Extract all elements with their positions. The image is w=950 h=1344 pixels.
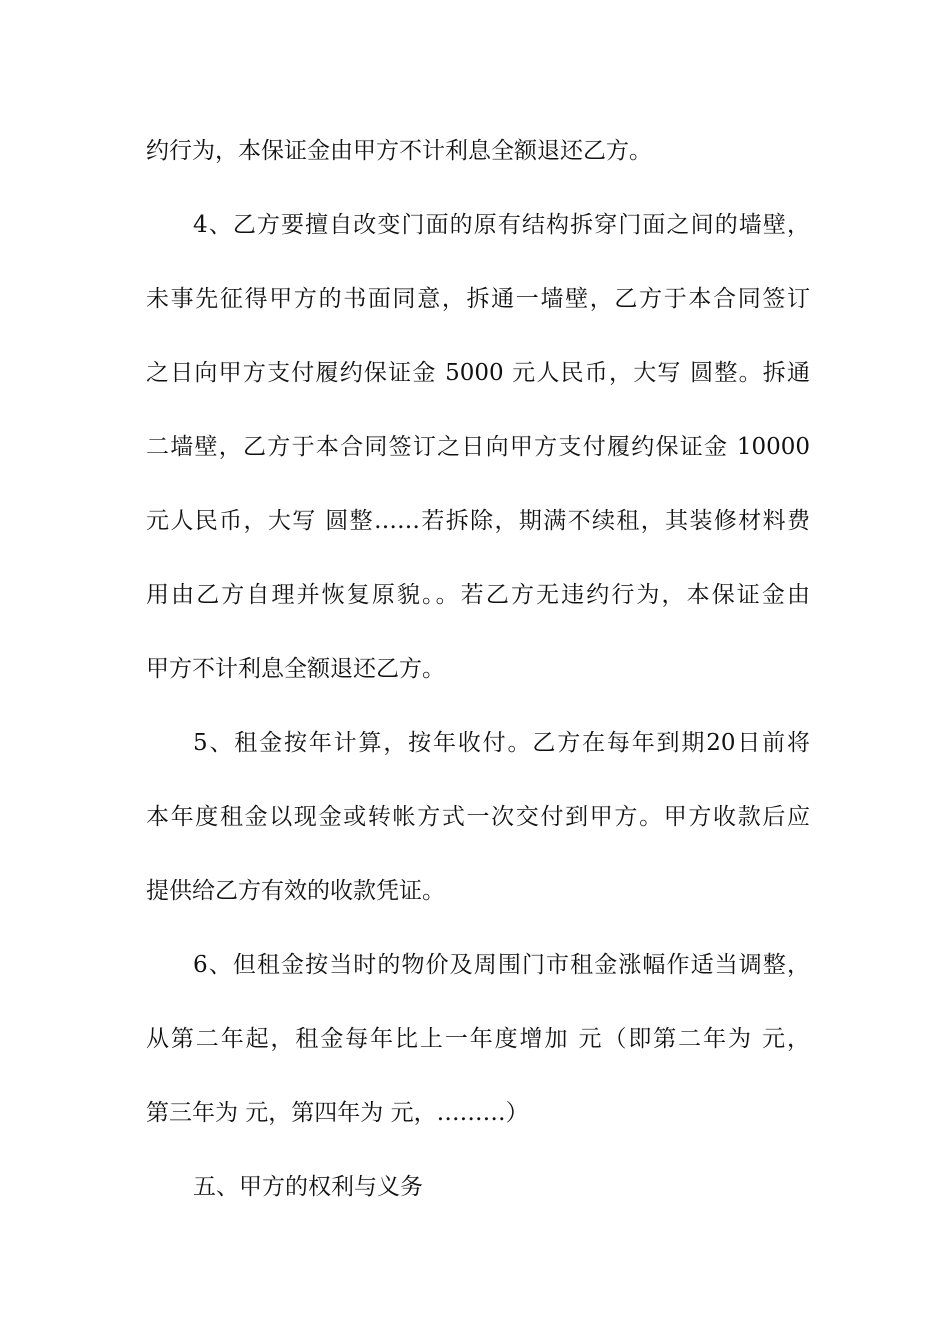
text-line: 之日向甲方支付履约保证金 5000 元人民币，大写 圆整。拆通 bbox=[146, 360, 810, 386]
text-line: 本年度租金以现金或转帐方式一次交付到甲方。甲方收款后应 bbox=[146, 804, 810, 830]
text-line: 第三年为 元，第四年为 元，………） bbox=[146, 1100, 529, 1126]
text-line: 甲方不计利息全额退还乙方。 bbox=[146, 656, 445, 682]
text-line: 二墙壁，乙方于本合同签订之日向甲方支付履约保证金 10000 bbox=[146, 434, 810, 460]
section-heading: 五、甲方的权利与义务 bbox=[193, 1174, 423, 1200]
text-line: 元人民币，大写 圆整……若拆除，期满不续租，其装修材料费 bbox=[146, 508, 810, 534]
text-line: 未事先征得甲方的书面同意，拆通一墙壁，乙方于本合同签订 bbox=[146, 286, 810, 312]
paragraph-5-line: 5、租金按年计算，按年收付。乙方在每年到期20日前将 bbox=[193, 730, 810, 756]
text-line: 用由乙方自理并恢复原貌。。若乙方无违约行为，本保证金由 bbox=[146, 582, 810, 608]
text-line: 提供给乙方有效的收款凭证。 bbox=[146, 878, 445, 904]
paragraph-4-line: 4、乙方要擅自改变门面的原有结构拆穿门面之间的墙壁， bbox=[193, 212, 810, 238]
text-line: 约行为，本保证金由甲方不计利息全额退还乙方。 bbox=[146, 138, 652, 164]
text-line: 从第二年起，租金每年比上一年度增加 元（即第二年为 元， bbox=[146, 1026, 810, 1052]
paragraph-6-line: 6、但租金按当时的物价及周围门市租金涨幅作适当调整， bbox=[193, 952, 810, 978]
